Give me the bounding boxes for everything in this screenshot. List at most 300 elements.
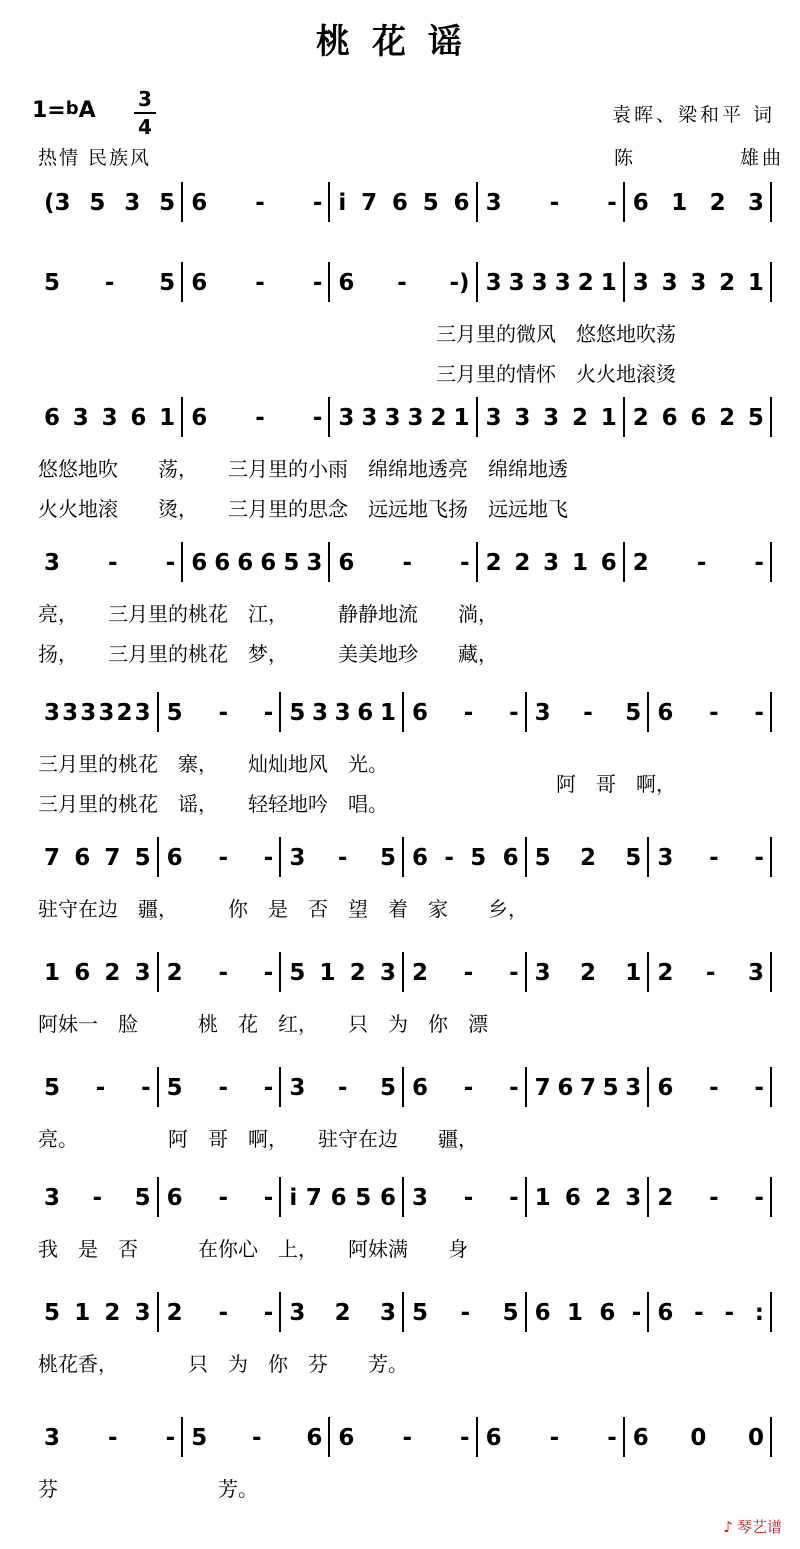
note: 5 bbox=[379, 845, 396, 871]
note: 3 bbox=[508, 270, 525, 296]
measure bbox=[412, 845, 519, 871]
note: 3 bbox=[134, 960, 151, 986]
measure bbox=[191, 550, 322, 576]
note: 6 bbox=[330, 1185, 347, 1211]
measure bbox=[486, 270, 617, 296]
note: - bbox=[263, 960, 274, 986]
note: 3 bbox=[534, 700, 551, 726]
note: 3 bbox=[62, 700, 79, 726]
note: - bbox=[218, 1300, 228, 1326]
measure bbox=[412, 1075, 519, 1101]
note: 6 bbox=[260, 550, 277, 576]
measure bbox=[633, 405, 764, 431]
note: 2 bbox=[430, 405, 447, 431]
note: 3 bbox=[379, 1300, 396, 1326]
barline bbox=[770, 1417, 772, 1457]
note: 6 bbox=[191, 270, 208, 296]
barline bbox=[647, 692, 649, 732]
note: 2 bbox=[104, 1300, 121, 1326]
note: 7 bbox=[305, 1185, 322, 1211]
composer-suffix: 雄曲 bbox=[739, 147, 784, 169]
measure bbox=[44, 1075, 151, 1101]
note: 6 bbox=[690, 405, 707, 431]
note: - bbox=[108, 1425, 118, 1451]
note: 3 bbox=[134, 1300, 151, 1326]
note: 3 bbox=[44, 700, 61, 726]
note: 2 bbox=[334, 1300, 351, 1326]
barline bbox=[328, 397, 330, 437]
note: 2 bbox=[166, 960, 183, 986]
note: 1 bbox=[453, 405, 470, 431]
note: 5 bbox=[283, 550, 300, 576]
note: - bbox=[509, 960, 519, 986]
barline bbox=[770, 837, 772, 877]
note: - bbox=[696, 550, 707, 576]
barline bbox=[770, 542, 772, 582]
note: - bbox=[607, 1425, 617, 1451]
note: 5 bbox=[502, 1300, 519, 1326]
note: 6 bbox=[44, 405, 61, 431]
note: 6 bbox=[214, 550, 231, 576]
measure bbox=[191, 270, 322, 296]
measure bbox=[412, 960, 519, 986]
note: - bbox=[263, 1075, 274, 1101]
lyric-line: 我 是 否 在你心 上， 阿妹满 身 bbox=[38, 1237, 468, 1261]
note: - bbox=[263, 700, 274, 726]
note: 7 bbox=[44, 845, 61, 871]
note: 3 bbox=[124, 190, 141, 216]
note: 3 bbox=[485, 405, 502, 431]
measure bbox=[535, 1300, 642, 1326]
barline bbox=[157, 837, 159, 877]
note: 6 bbox=[600, 550, 617, 576]
barline bbox=[279, 1292, 281, 1332]
note: 2 bbox=[514, 550, 531, 576]
note: 5 bbox=[379, 1075, 396, 1101]
note: 5 bbox=[355, 1185, 372, 1211]
note: - bbox=[607, 190, 617, 216]
note: 6 bbox=[391, 190, 408, 216]
measure bbox=[191, 405, 322, 431]
note: 6 bbox=[74, 845, 91, 871]
measure bbox=[633, 1425, 764, 1451]
note: 6 bbox=[485, 1425, 502, 1451]
note: 6 bbox=[557, 1075, 574, 1101]
note: 7 bbox=[534, 1075, 551, 1101]
note: 3 bbox=[306, 550, 323, 576]
barline bbox=[157, 1177, 159, 1217]
barline bbox=[157, 1292, 159, 1332]
measure bbox=[657, 1075, 764, 1101]
note: 1 bbox=[600, 405, 617, 431]
barline bbox=[770, 397, 772, 437]
note: 3 bbox=[134, 700, 151, 726]
barline bbox=[157, 692, 159, 732]
note: 1 bbox=[319, 960, 336, 986]
lyric-line: 三月里的桃花 寨， 灿灿地风 光。 bbox=[38, 752, 388, 776]
measure bbox=[657, 845, 764, 871]
note: 2 bbox=[412, 960, 429, 986]
note: 6 bbox=[599, 1300, 616, 1326]
note: 3 bbox=[384, 405, 401, 431]
lyric-line: 亮， 三月里的桃花 江， 静静地流 淌， bbox=[38, 602, 498, 626]
note: 6 bbox=[657, 700, 674, 726]
note: 1 bbox=[379, 700, 396, 726]
note: 3 bbox=[379, 960, 396, 986]
measure bbox=[44, 405, 175, 431]
tempo-marking: 热情 民族风 bbox=[38, 147, 152, 169]
measure bbox=[167, 1185, 274, 1211]
note: - bbox=[402, 1425, 412, 1451]
barline bbox=[770, 1177, 772, 1217]
note: 6 bbox=[237, 550, 254, 576]
barline bbox=[279, 1067, 281, 1107]
note: 6 bbox=[632, 190, 649, 216]
note: 3 bbox=[632, 270, 649, 296]
note: 1 bbox=[534, 1185, 551, 1211]
note: 7 bbox=[361, 190, 378, 216]
note: - bbox=[218, 1185, 228, 1211]
note: - bbox=[754, 845, 764, 871]
lyric-line: 阿妹一 脸 桃 花 红， 只 为 你 漂 bbox=[38, 1012, 488, 1036]
note: 3 bbox=[311, 700, 328, 726]
note: 2 bbox=[719, 270, 736, 296]
measure bbox=[535, 1075, 642, 1101]
note: -) bbox=[449, 270, 470, 296]
lyric-line: 三月里的桃花 谣， 轻轻地吟 唱。 bbox=[38, 792, 388, 816]
note: 1 bbox=[159, 405, 176, 431]
measure bbox=[289, 960, 396, 986]
barline bbox=[525, 837, 527, 877]
note: 5 bbox=[166, 1075, 183, 1101]
note: 6 bbox=[191, 190, 208, 216]
measure bbox=[44, 1185, 151, 1211]
note: - bbox=[218, 960, 228, 986]
note: 6 bbox=[166, 1185, 183, 1211]
note: 5 bbox=[44, 270, 61, 296]
barline bbox=[525, 1067, 527, 1107]
measure bbox=[412, 700, 519, 726]
note: 3 bbox=[747, 190, 764, 216]
measure bbox=[657, 700, 764, 726]
note: - bbox=[463, 1185, 474, 1211]
note: - bbox=[709, 1185, 719, 1211]
note: - bbox=[549, 190, 560, 216]
note: 3 bbox=[625, 1185, 642, 1211]
note: - bbox=[754, 550, 764, 576]
note: 5 bbox=[289, 960, 306, 986]
measure bbox=[44, 270, 175, 296]
lyric-line: 驻守在边 疆， 你 是 否 望 着 家 乡， bbox=[38, 897, 528, 921]
barline bbox=[476, 542, 478, 582]
note: (3 bbox=[44, 190, 71, 216]
barline bbox=[181, 262, 183, 302]
measure bbox=[44, 550, 175, 576]
note: - bbox=[104, 270, 115, 296]
note: 6 bbox=[657, 1075, 674, 1101]
note: 2 bbox=[657, 960, 674, 986]
note: - bbox=[263, 1300, 274, 1326]
measure bbox=[44, 700, 151, 726]
note: 6 bbox=[453, 190, 470, 216]
meter-bottom: 4 bbox=[138, 115, 152, 139]
note: - bbox=[402, 550, 412, 576]
measure bbox=[486, 405, 617, 431]
measure bbox=[535, 845, 642, 871]
note: 6 bbox=[357, 700, 374, 726]
note: - bbox=[463, 700, 474, 726]
measure bbox=[44, 190, 175, 216]
note: - bbox=[218, 1075, 228, 1101]
note: 5 bbox=[470, 845, 487, 871]
note: 5 bbox=[159, 190, 176, 216]
measure bbox=[167, 700, 274, 726]
note: 6 bbox=[412, 700, 429, 726]
barline bbox=[181, 182, 183, 222]
note: - bbox=[92, 1185, 103, 1211]
measure bbox=[633, 270, 764, 296]
note: 5 bbox=[134, 845, 151, 871]
note: - bbox=[165, 550, 176, 576]
note: 6 bbox=[74, 960, 91, 986]
note: - bbox=[95, 1075, 106, 1101]
measure bbox=[338, 405, 469, 431]
measure bbox=[633, 550, 764, 576]
composer-name: 陈 bbox=[614, 147, 637, 169]
measure bbox=[338, 1425, 469, 1451]
note: 3 bbox=[625, 1075, 642, 1101]
note: - bbox=[255, 405, 265, 431]
barline bbox=[476, 1417, 478, 1457]
barline bbox=[181, 542, 183, 582]
note: - bbox=[165, 1425, 176, 1451]
barline bbox=[279, 952, 281, 992]
note: - bbox=[549, 1425, 560, 1451]
barline bbox=[328, 182, 330, 222]
note: - bbox=[337, 845, 348, 871]
logo-icon: ♪ bbox=[723, 1518, 733, 1536]
note: 3 bbox=[289, 1075, 306, 1101]
barline bbox=[647, 952, 649, 992]
note: 1 bbox=[625, 960, 642, 986]
barline bbox=[402, 1177, 404, 1217]
barline bbox=[770, 182, 772, 222]
measure bbox=[535, 700, 642, 726]
measure bbox=[338, 550, 469, 576]
measure bbox=[167, 845, 274, 871]
note: - bbox=[255, 190, 265, 216]
barline bbox=[623, 262, 625, 302]
watermark-text: 琴艺谱 bbox=[736, 1518, 782, 1536]
note: 6 bbox=[130, 405, 147, 431]
note: i bbox=[289, 1185, 298, 1211]
note: 6 bbox=[412, 845, 429, 871]
note: 5 bbox=[191, 1425, 208, 1451]
note: 1 bbox=[600, 270, 617, 296]
note: 3 bbox=[101, 405, 118, 431]
note: 3 bbox=[543, 405, 560, 431]
note: 5 bbox=[159, 270, 176, 296]
meter-top: 3 bbox=[138, 87, 152, 111]
barline bbox=[647, 1067, 649, 1107]
lyric-line: 扬， 三月里的桃花 梦， 美美地珍 藏， bbox=[38, 642, 498, 666]
barline bbox=[525, 952, 527, 992]
note: 6 bbox=[657, 1300, 674, 1326]
note: - bbox=[754, 1185, 764, 1211]
measure bbox=[486, 190, 617, 216]
lyric-line: 三月里的微风 悠悠地吹荡 bbox=[436, 322, 676, 346]
barline bbox=[623, 542, 625, 582]
note: 5 bbox=[134, 1185, 151, 1211]
note: 3 bbox=[485, 190, 502, 216]
barline bbox=[770, 692, 772, 732]
note: - bbox=[108, 550, 118, 576]
note: 2 bbox=[595, 1185, 612, 1211]
note: 3 bbox=[485, 270, 502, 296]
barline bbox=[402, 837, 404, 877]
note: 5 bbox=[166, 700, 183, 726]
note: - bbox=[460, 1300, 471, 1326]
note: 6 bbox=[661, 405, 678, 431]
measure bbox=[289, 700, 396, 726]
barline bbox=[476, 397, 478, 437]
note: 3 bbox=[44, 550, 61, 576]
note: 2 bbox=[579, 845, 596, 871]
barline bbox=[623, 1417, 625, 1457]
note: 2 bbox=[349, 960, 366, 986]
measure bbox=[167, 1300, 274, 1326]
note: 2 bbox=[719, 405, 736, 431]
note: - bbox=[463, 960, 474, 986]
measure bbox=[44, 1425, 175, 1451]
note: 2 bbox=[709, 190, 726, 216]
flat-sign: b bbox=[65, 98, 79, 119]
measure bbox=[535, 1185, 642, 1211]
note: 2 bbox=[577, 270, 594, 296]
note: 3 bbox=[747, 960, 764, 986]
note: 6 bbox=[412, 1075, 429, 1101]
aside-lyric: 阿 哥 啊， bbox=[556, 772, 676, 796]
measure bbox=[44, 1300, 151, 1326]
note: 3 bbox=[657, 845, 674, 871]
note: - bbox=[312, 270, 323, 296]
note: 3 bbox=[334, 700, 351, 726]
note: 3 bbox=[361, 405, 378, 431]
note: - bbox=[397, 270, 407, 296]
note: 1 bbox=[567, 1300, 584, 1326]
measure bbox=[44, 845, 151, 871]
note: 5 bbox=[625, 700, 642, 726]
barline bbox=[402, 692, 404, 732]
measure bbox=[289, 1075, 396, 1101]
barline bbox=[402, 952, 404, 992]
barline bbox=[647, 1177, 649, 1217]
lyric-line: 芬 芳。 bbox=[38, 1477, 258, 1501]
note: - bbox=[312, 405, 323, 431]
note: 5 bbox=[625, 845, 642, 871]
barline bbox=[279, 692, 281, 732]
note: - bbox=[460, 1425, 470, 1451]
note: 3 bbox=[412, 1185, 429, 1211]
note: - bbox=[583, 700, 593, 726]
note: 3 bbox=[338, 405, 355, 431]
note: 5 bbox=[422, 190, 439, 216]
note: 3 bbox=[44, 1425, 61, 1451]
barline bbox=[402, 1067, 404, 1107]
barline bbox=[328, 542, 330, 582]
barline bbox=[623, 182, 625, 222]
note: i bbox=[338, 190, 347, 216]
note: 6 bbox=[502, 845, 519, 871]
note: 6 bbox=[379, 1185, 396, 1211]
note: - bbox=[263, 845, 274, 871]
note: - bbox=[337, 1075, 348, 1101]
note: 6 bbox=[534, 1300, 551, 1326]
note: - bbox=[509, 1185, 519, 1211]
note: - bbox=[444, 845, 454, 871]
note: 3 bbox=[661, 270, 678, 296]
barline bbox=[770, 952, 772, 992]
barline bbox=[770, 262, 772, 302]
measure bbox=[289, 1300, 396, 1326]
note: 6 bbox=[564, 1185, 581, 1211]
note: 6 bbox=[306, 1425, 323, 1451]
note: - bbox=[705, 960, 716, 986]
note: - bbox=[709, 700, 719, 726]
note: 5 bbox=[747, 405, 764, 431]
barline bbox=[279, 1177, 281, 1217]
measure bbox=[486, 550, 617, 576]
note: 7 bbox=[104, 845, 121, 871]
measure bbox=[486, 1425, 617, 1451]
note: 6 bbox=[191, 405, 208, 431]
measure bbox=[289, 1185, 396, 1211]
barline bbox=[279, 837, 281, 877]
note: - bbox=[312, 190, 323, 216]
note: 3 bbox=[44, 1185, 61, 1211]
note: 0 bbox=[747, 1425, 764, 1451]
note: - bbox=[754, 1075, 764, 1101]
barline bbox=[157, 1067, 159, 1107]
note: 6 bbox=[338, 550, 355, 576]
barline bbox=[181, 397, 183, 437]
measure bbox=[167, 1075, 274, 1101]
note: 2 bbox=[571, 405, 588, 431]
note: 3 bbox=[98, 700, 115, 726]
note: 3 bbox=[554, 270, 571, 296]
key-prefix: 1= bbox=[32, 98, 66, 123]
barline bbox=[647, 837, 649, 877]
note: 5 bbox=[44, 1300, 61, 1326]
note: 3 bbox=[289, 845, 306, 871]
note: 3 bbox=[72, 405, 89, 431]
lyric-line: 火火地滚 烫， 三月里的思念 远远地飞扬 远远地飞 bbox=[38, 497, 568, 521]
lyric-line: 悠悠地吹 荡， 三月里的小雨 绵绵地透亮 绵绵地透 bbox=[38, 457, 568, 481]
measure bbox=[412, 1300, 519, 1326]
song-title: 桃花谣 bbox=[316, 22, 484, 62]
note: - bbox=[218, 845, 228, 871]
measure bbox=[657, 1185, 764, 1211]
note: 0 bbox=[690, 1425, 707, 1451]
note: - bbox=[509, 700, 519, 726]
note: 5 bbox=[534, 845, 551, 871]
watermark-logo bbox=[723, 1516, 782, 1537]
barline bbox=[525, 692, 527, 732]
key-tonic: A bbox=[78, 98, 96, 123]
barline bbox=[328, 262, 330, 302]
measure bbox=[191, 1425, 322, 1451]
note: 3 bbox=[690, 270, 707, 296]
